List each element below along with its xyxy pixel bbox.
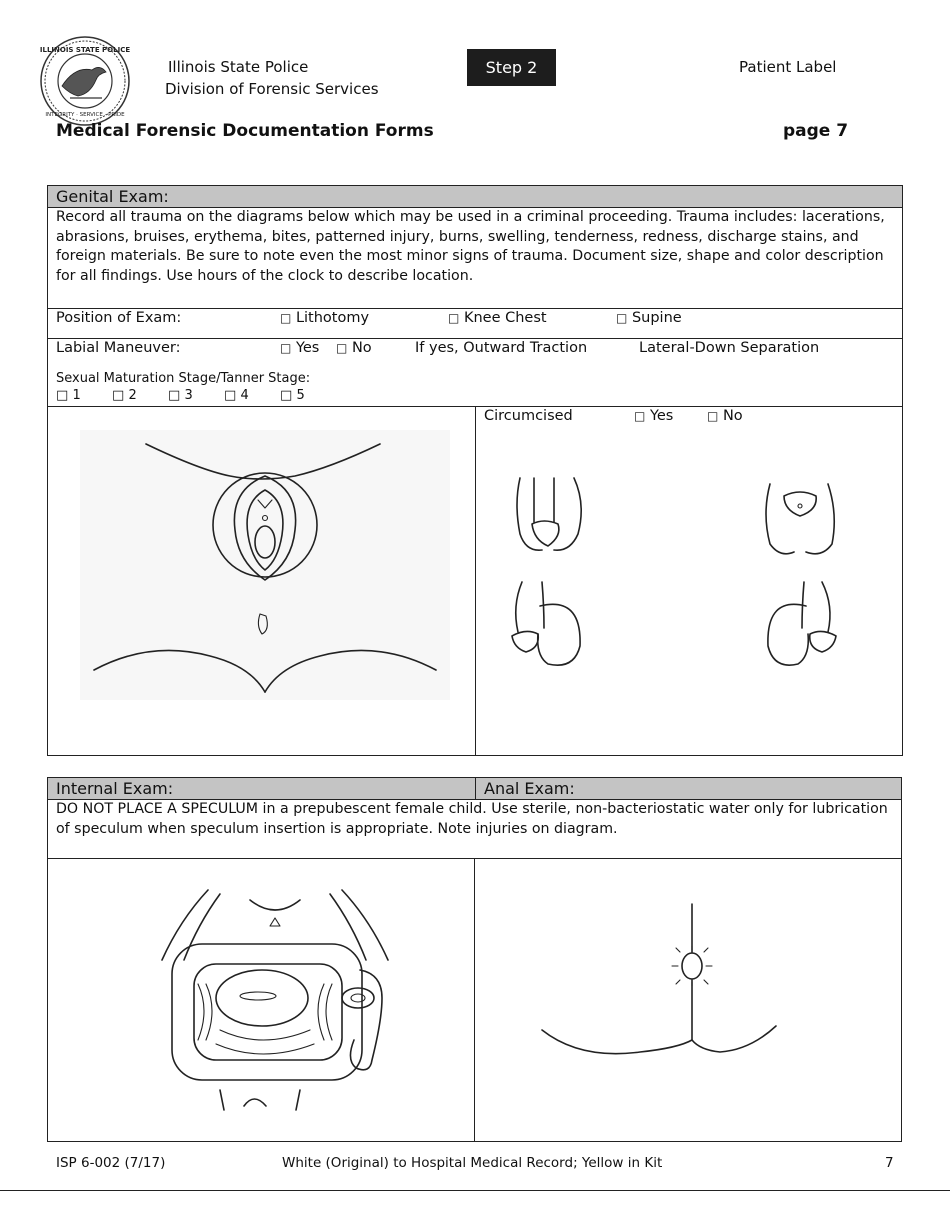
checkbox-icon[interactable]: □ (707, 409, 719, 423)
page-label: page 7 (783, 121, 849, 141)
page-number: 7 (885, 1155, 894, 1171)
position-knee-chest-option[interactable]: □ Knee Chest (448, 310, 547, 326)
labial-maneuver-label: Labial Maneuver: (56, 340, 181, 356)
checkbox-icon[interactable]: □ (280, 341, 292, 355)
male-genital-diagram-side-right[interactable] (762, 576, 842, 671)
tanner-option-4[interactable]: □ 4 (224, 388, 249, 403)
position-of-exam-label: Position of Exam: (56, 310, 182, 326)
anal-exam-heading: Anal Exam: (475, 778, 901, 800)
isp-seal-logo (40, 36, 130, 126)
checkbox-icon[interactable]: □ (224, 388, 237, 403)
form-title: Medical Forensic Documentation Forms (56, 121, 434, 141)
checkbox-icon[interactable]: □ (448, 311, 460, 325)
svg-text:INTEGRITY · SERVICE · PRIDE: INTEGRITY · SERVICE · PRIDE (45, 112, 125, 118)
lateral-down-separation-label: Lateral-Down Separation (639, 340, 820, 356)
checkbox-icon[interactable]: □ (280, 388, 293, 403)
checkbox-icon[interactable]: □ (616, 311, 628, 325)
male-genital-diagram-side-left[interactable] (508, 576, 588, 671)
org-division: Division of Forensic Services (165, 80, 379, 98)
checkbox-icon[interactable]: □ (634, 409, 646, 423)
tanner-stage-label: Sexual Maturation Stage/Tanner Stage: (56, 371, 311, 386)
male-genital-diagram-front-right[interactable] (762, 474, 842, 559)
checkbox-icon[interactable]: □ (112, 388, 125, 403)
male-genital-diagram-front-left[interactable] (512, 474, 592, 559)
female-genital-diagram[interactable] (80, 430, 450, 700)
tanner-option-1[interactable]: □ 1 (56, 388, 81, 403)
patient-label-area: Patient Label (739, 58, 837, 76)
genital-exam-instructions: Record all trauma on the diagrams below which may be used in a criminal proceeding. Trauma includes: lacerations, abrasions, bruises, erythema, bites, patterned injury, burns, swelling, tenderness, redness, discharge stains, and foreign materials. Be sure to note even the most minor signs of trauma. Document size, shape and color description for all findings. Use hours of the clock to describe location. (56, 209, 885, 284)
internal-exam-diagram[interactable] (150, 880, 400, 1112)
tanner-option-3[interactable]: □ 3 (168, 388, 193, 403)
tanner-option-5[interactable]: □ 5 (280, 388, 305, 403)
circumcised-label: Circumcised (484, 408, 573, 424)
labial-no-option[interactable]: □ No (336, 340, 372, 356)
svg-text:ILLINOIS STATE POLICE: ILLINOIS STATE POLICE (39, 46, 131, 54)
form-id: ISP 6-002 (7/17) (56, 1155, 166, 1171)
internal-exam-instructions: DO NOT PLACE A SPECULUM in a prepubescent female child. Use sterile, non-bacteriostatic water only for lubrication of speculum when speculum insertion is appropriate. Note injuries on diagram. (56, 801, 888, 837)
circumcised-yes-option[interactable]: □ Yes (634, 408, 674, 424)
circumcised-no-option[interactable]: □ No (707, 408, 743, 424)
checkbox-icon[interactable]: □ (56, 388, 69, 403)
footer-rule (0, 1190, 950, 1191)
genital-exam-heading: Genital Exam: (48, 186, 902, 208)
anal-exam-diagram[interactable] (540, 900, 780, 1090)
position-lithotomy-option[interactable]: □ Lithotomy (280, 310, 370, 326)
org-name: Illinois State Police (168, 58, 309, 76)
position-supine-option[interactable]: □ Supine (616, 310, 682, 326)
outward-traction-label: If yes, Outward Traction (415, 340, 588, 356)
checkbox-icon[interactable]: □ (168, 388, 181, 403)
tanner-option-2[interactable]: □ 2 (112, 388, 137, 403)
labial-yes-option[interactable]: □ Yes (280, 340, 320, 356)
checkbox-icon[interactable]: □ (336, 341, 348, 355)
internal-exam-heading: Internal Exam: (48, 778, 475, 800)
checkbox-icon[interactable]: □ (280, 311, 292, 325)
distribution-note: White (Original) to Hospital Medical Record; Yellow in Kit (282, 1155, 663, 1171)
step-badge: Step 2 (467, 49, 556, 86)
